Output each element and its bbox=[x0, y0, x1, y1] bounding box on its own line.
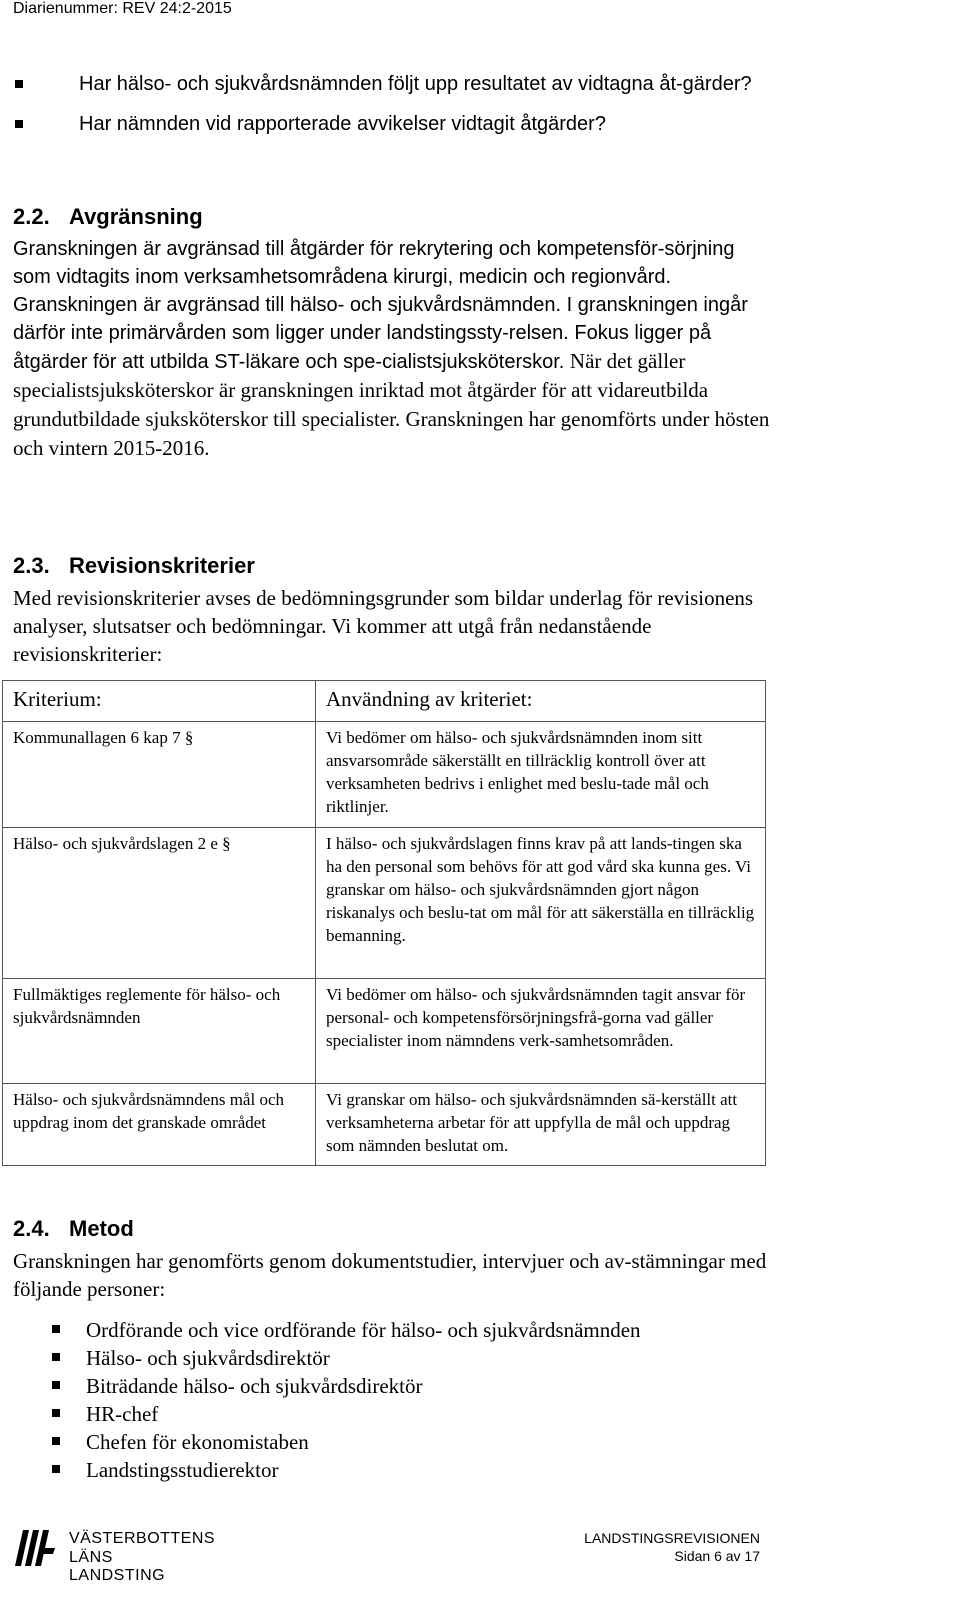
list-item-text: Biträdande hälso- och sjukvårdsdirektör bbox=[86, 1374, 423, 1398]
list-item-text: Chefen för ekonomistaben bbox=[86, 1430, 309, 1454]
section-paragraph: Granskningen har genomförts genom dokumentstudier, intervjuer och av-stämningar med följande personer: bbox=[13, 1249, 767, 1301]
list-item-text: Har hälso- och sjukvårdsnämnden följt upp resultatet av vidtagna åt-gärder? bbox=[79, 73, 752, 95]
column-header-criterion: Kriterium: bbox=[3, 681, 316, 722]
list-item bbox=[13, 110, 773, 138]
criteria-table bbox=[2, 680, 766, 1166]
list-item bbox=[48, 1372, 641, 1400]
criterion-cell: Fullmäktiges reglemente för hälso- och sjukvårdsnämnden bbox=[3, 979, 316, 1084]
section-number: 2.3. bbox=[13, 553, 50, 578]
section-paragraph: Med revisionskriterier avses de bedömningsgrunder som bildar underlag för revisionens analyser, slutsatser och bedömningar. Vi kommer att utgå från nedanstående revisionskriterier: bbox=[13, 586, 754, 666]
usage-cell: Vi bedömer om hälso- och sjukvårdsnämnden tagit ansvar för personal- och kompetensförsörjningsfrå-gorna vad gäller specialister inom nämndens verk-samhetsområden. bbox=[316, 979, 766, 1084]
list-item-text: Har nämnden vid rapporterade avvikelser vidtagit åtgärder? bbox=[79, 113, 606, 135]
table-row bbox=[3, 722, 766, 828]
usage-cell: I hälso- och sjukvårdslagen finns krav på att lands-tingen ska ha den personal som behövs för att god vård ska kunna ges. Vi granskar om hälso- och sjukvårdsnämnden gjort någon riskanalys och beslu-tat om mål för att säkerställa en tillräcklig bemanning. bbox=[316, 828, 766, 979]
column-header-usage: Användning av kriteriet: bbox=[316, 681, 766, 722]
section-avgransning bbox=[13, 203, 773, 463]
interviewee-list bbox=[48, 1316, 641, 1484]
list-item bbox=[48, 1316, 641, 1344]
paragraph-sans-text: Granskningen är avgränsad till åtgärder för rekrytering och kompetensför-sörjning som vidtagits inom verksamhetsområdena kirurgi, medicin och regionvård. Granskningen är avgränsad till hälso- och sjukvårdsnämnden. I granskningen ingår därför inte primärvården som ligger under landstingssty-relsen. Fokus ligger på åtgärder för att utbilda ST-läkare och spe-cialistsjuksköterskor. bbox=[13, 238, 748, 373]
section-heading bbox=[13, 1215, 773, 1243]
bullet-square-icon bbox=[15, 120, 23, 128]
table-row bbox=[3, 979, 766, 1084]
bullet-square-icon bbox=[52, 1409, 60, 1417]
footer-organization: LANDSTINGSREVISIONEN bbox=[584, 1530, 760, 1546]
bullet-square-icon bbox=[52, 1325, 60, 1333]
intro-question-list bbox=[13, 70, 773, 150]
page-number: Sidan 6 av 17 bbox=[674, 1548, 760, 1564]
bullet-square-icon bbox=[52, 1437, 60, 1445]
section-title: Revisionskriterier bbox=[69, 553, 255, 578]
table-row bbox=[3, 1084, 766, 1166]
paragraph-serif-text: När det gäller specialistsjuksköterskor är granskningen inriktad mot åtgärder för att vidareutbilda grundutbildade sjuksköterskor till specialister. Granskningen har genomförts under hösten och vintern 2015-2016. bbox=[13, 349, 770, 460]
landsting-logo-icon bbox=[13, 1528, 57, 1568]
list-item-text: Ordförande och vice ordförande för hälso- och sjukvårdsnämnden bbox=[86, 1318, 641, 1342]
section-title: Avgränsning bbox=[69, 204, 203, 229]
list-item bbox=[48, 1456, 641, 1484]
page-footer bbox=[584, 1529, 760, 1565]
section-paragraph bbox=[13, 235, 773, 463]
section-title: Metod bbox=[69, 1216, 134, 1241]
logo-text-line2: LÄNS LANDSTING bbox=[69, 1549, 166, 1584]
bullet-square-icon bbox=[52, 1465, 60, 1473]
section-metod bbox=[13, 1215, 773, 1303]
list-item-text: HR-chef bbox=[86, 1402, 159, 1426]
usage-cell: Vi bedömer om hälso- och sjukvårdsnämnden inom sitt ansvarsområde säkerställt en tillräcklig kontroll över att verksamheten bedrivs i enlighet med beslu-tade mål och riktlinjer. bbox=[316, 722, 766, 828]
section-number: 2.2. bbox=[13, 204, 50, 229]
criterion-cell: Hälso- och sjukvårdsnämndens mål och uppdrag inom det granskade området bbox=[3, 1084, 316, 1166]
logo-text-line1: VÄSTERBOTTENS bbox=[69, 1530, 216, 1547]
section-revisionskriterier bbox=[13, 552, 773, 668]
document-number: Diarienummer: REV 24:2-2015 bbox=[13, 0, 232, 17]
section-number: 2.4. bbox=[13, 1216, 50, 1241]
bullet-square-icon bbox=[15, 80, 23, 88]
table-row bbox=[3, 828, 766, 979]
list-item bbox=[13, 70, 773, 98]
list-item-text: Hälso- och sjukvårdsdirektör bbox=[86, 1346, 330, 1370]
bullet-square-icon bbox=[52, 1381, 60, 1389]
list-item-text: Landstingsstudierektor bbox=[86, 1458, 279, 1482]
bullet-square-icon bbox=[52, 1353, 60, 1361]
table-header-row bbox=[3, 681, 766, 722]
list-item bbox=[48, 1428, 641, 1456]
list-item bbox=[48, 1344, 641, 1372]
list-item bbox=[48, 1400, 641, 1428]
section-heading bbox=[13, 552, 773, 580]
criterion-cell: Kommunallagen 6 kap 7 § bbox=[3, 722, 316, 828]
criterion-cell: Hälso- och sjukvårdslagen 2 e § bbox=[3, 828, 316, 979]
section-heading bbox=[13, 203, 773, 231]
organization-logo bbox=[13, 1527, 216, 1584]
usage-cell: Vi granskar om hälso- och sjukvårdsnämnden sä-kerställt att verksamheterna arbetar för att uppfylla de mål och uppdrag som nämnden beslutat om. bbox=[316, 1084, 766, 1166]
